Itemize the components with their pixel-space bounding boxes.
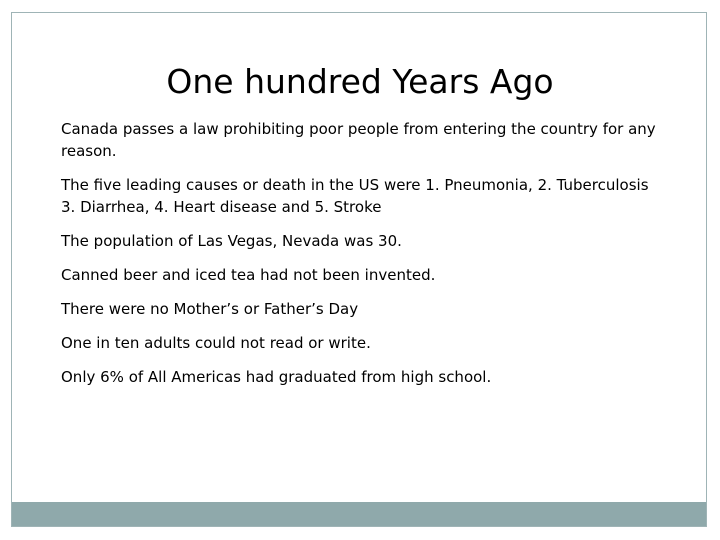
slide-title: One hundred Years Ago	[166, 62, 554, 101]
bullet-item: The population of Las Vegas, Nevada was 30.	[61, 232, 402, 250]
bullet-item: Canned beer and iced tea had not been invented.	[61, 266, 436, 284]
bullet-item: Only 6% of All Americas had graduated from high school.	[61, 368, 492, 386]
bullet-item: Canada passes a law prohibiting poor people from entering the country for any reason.	[61, 120, 656, 160]
bullet-item: There were no Mother’s or Father’s Day	[61, 300, 359, 318]
bullet-list	[61, 118, 661, 400]
bullet-item: The five leading causes or death in the US were 1. Pneumonia, 2. Tuberculosis 3. Diarrhea, 4. Heart disease and 5. Stroke	[61, 176, 649, 216]
footer-bar	[12, 502, 706, 526]
bullet-item: One in ten adults could not read or write.	[61, 334, 371, 352]
